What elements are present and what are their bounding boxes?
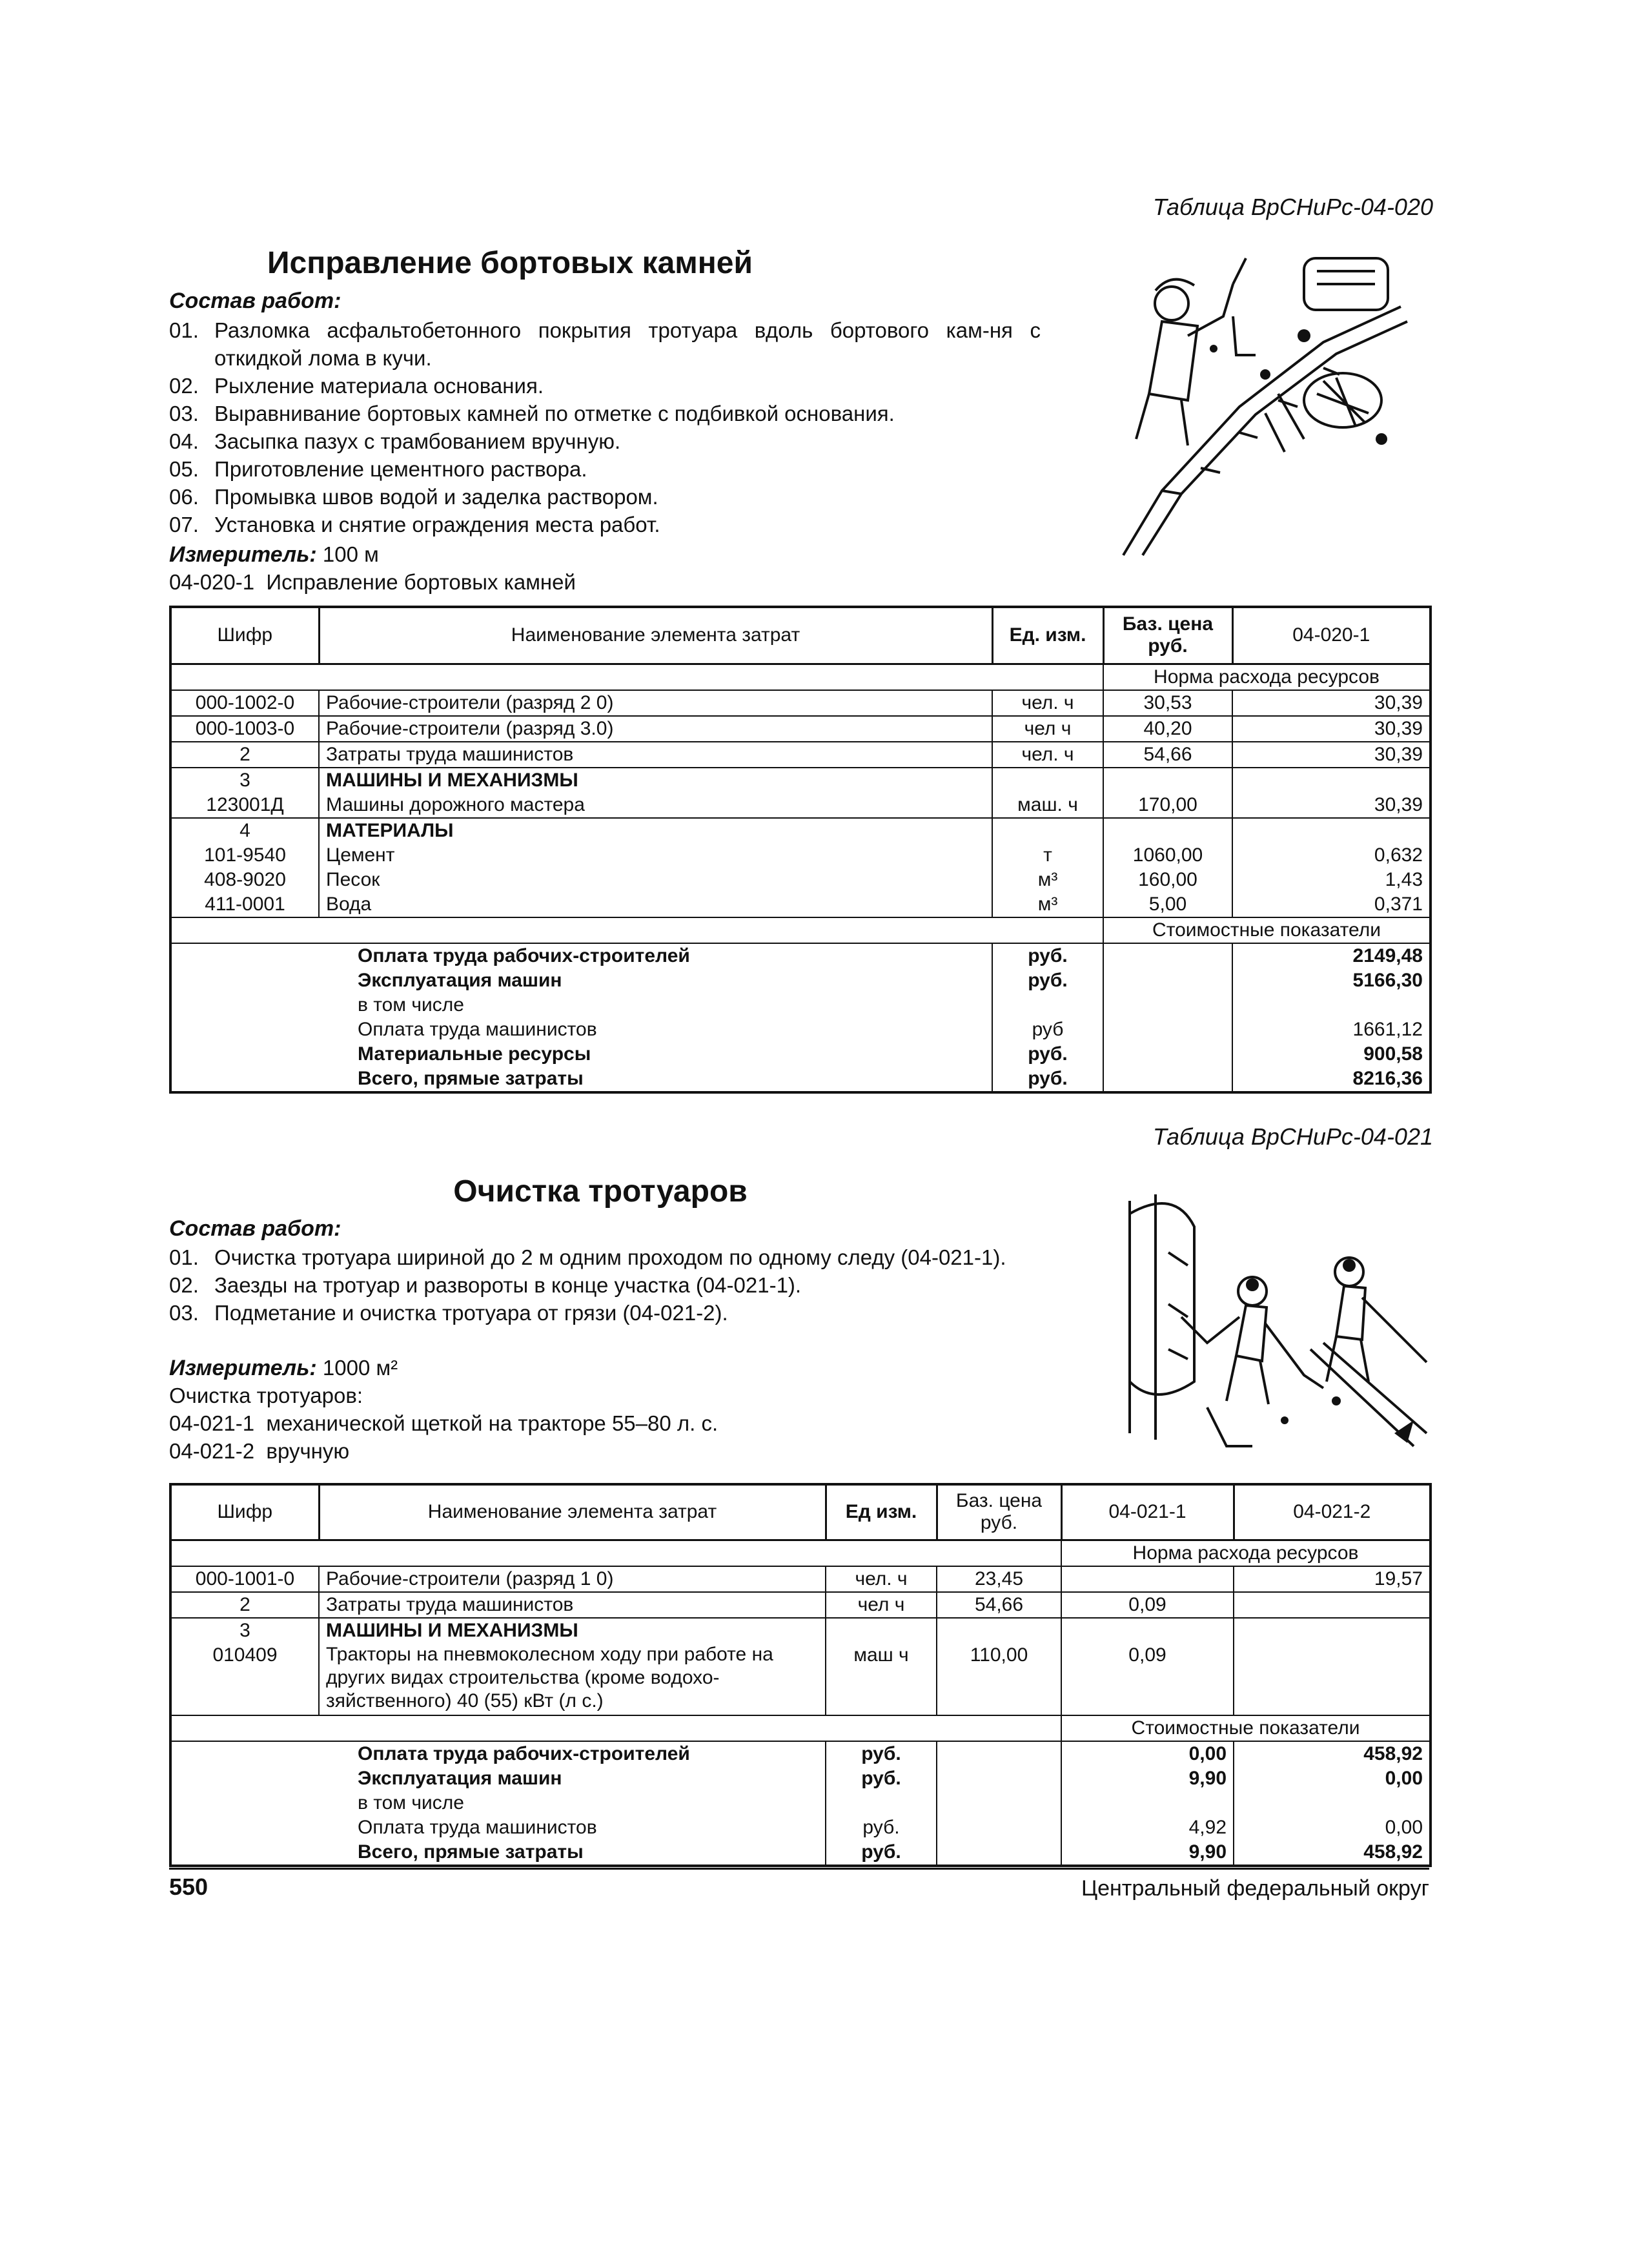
table-row-2 — [170, 1592, 1431, 1618]
cost-row-2 — [170, 1741, 1431, 1766]
cost-spacer — [170, 1017, 319, 1042]
cost-spacer — [170, 943, 319, 968]
meter-line-2 — [169, 1354, 398, 1382]
cost-row-2 — [170, 1815, 1431, 1840]
cell-name-2: МАШИНЫ И МЕХАНИЗМЫ — [319, 1618, 826, 1643]
cost-unit-2: руб. — [826, 1741, 937, 1766]
footer-rule — [169, 1868, 1429, 1870]
norm-band-2-spacer — [170, 1540, 1061, 1566]
cell-unit: чел. ч — [992, 690, 1103, 716]
cost-row — [170, 1042, 1431, 1067]
operation-text: Установка и снятие ограждения места работ. — [214, 513, 660, 536]
cost-unit — [992, 993, 1103, 1017]
operation-text: Засыпка пазух с трамбованием вручную. — [214, 429, 621, 453]
cell-value: 30,39 — [1232, 793, 1431, 818]
cell-name: МАШИНЫ И МЕХАНИЗМЫ — [319, 768, 992, 793]
cost-unit: руб. — [992, 1042, 1103, 1067]
section-title-curb-stones: Исправление бортовых камней — [267, 246, 753, 280]
cell-price: 170,00 — [1103, 793, 1232, 818]
cell-unit — [992, 768, 1103, 793]
operation-item — [169, 483, 1041, 511]
operation-text: Очистка тротуара шириной до 2 м одним проходом по одному следу (04-021-1). — [214, 1245, 1006, 1269]
footer-region: Центральный федеральный округ — [1081, 1876, 1429, 1901]
cost-price-empty-2 — [937, 1815, 1061, 1840]
cell-value: 1,43 — [1232, 868, 1431, 892]
resource-table-04-021 — [169, 1483, 1432, 1867]
cell-name: Песок — [319, 868, 992, 892]
operation-item — [169, 1243, 1028, 1271]
cell-name: Рабочие-строители (разряд 3.0) — [319, 716, 992, 742]
cost-band-2-row — [170, 1715, 1431, 1741]
operation-item — [169, 427, 1041, 455]
curb-repair-illustration — [1110, 245, 1414, 562]
cost-price-empty — [1103, 1067, 1232, 1092]
page-number: 550 — [169, 1874, 209, 1900]
operation-item — [169, 511, 1041, 538]
cost-unit: руб. — [992, 968, 1103, 993]
cell-unit: м³ — [992, 892, 1103, 917]
norm-band-2: Норма расхода ресурсов — [1061, 1540, 1431, 1566]
cost-value-2: 458,92 — [1234, 1741, 1431, 1766]
cell-code-2: 000-1001-0 — [170, 1566, 319, 1592]
cost-value: 900,58 — [1232, 1042, 1431, 1067]
cost-price-empty-2 — [937, 1741, 1061, 1766]
cell-unit: т — [992, 843, 1103, 868]
operation-text: Заезды на тротуар и развороты в конце участка (04-021-1). — [214, 1273, 802, 1297]
cost-value-1: 9,90 — [1061, 1840, 1234, 1866]
header-col-04-020-1: 04-020-1 — [1232, 607, 1431, 664]
cost-name: в том числе — [319, 993, 992, 1017]
cost-unit: руб — [992, 1017, 1103, 1042]
cost-row — [170, 968, 1431, 993]
cost-spacer — [170, 968, 319, 993]
sidewalk-cleaning-illustration — [1091, 1188, 1433, 1472]
table-caption-04-021: Таблица ВрСНиРс-04-021 — [1152, 1123, 1433, 1150]
cell-price-2: 110,00 — [937, 1643, 1061, 1715]
cell-value: 30,39 — [1232, 716, 1431, 742]
cell-name: Затраты труда машинистов — [319, 742, 992, 768]
cell-value — [1232, 818, 1431, 843]
cell-code-2: 010409 — [170, 1643, 319, 1715]
cell-price-2: 54,66 — [937, 1592, 1061, 1618]
cell-code: 101-9540 — [170, 843, 319, 868]
operation-item — [169, 372, 1041, 400]
operation-text: Рыхление материала основания. — [214, 374, 544, 398]
table-row — [170, 793, 1431, 818]
cost-band-spacer — [170, 917, 1103, 943]
operation-item — [169, 1271, 1028, 1299]
meter-value: 100 м — [322, 542, 379, 566]
cell-name-2: Тракторы на пневмоколесном ходу при работе на других видах строительства (кроме водохо-зяйственного) 40 (55) кВт (л с.) — [319, 1643, 826, 1715]
composition-label-2: Состав работ: — [169, 1216, 341, 1241]
cell-price: 54,66 — [1103, 742, 1232, 768]
header-unit: Ед. изм. — [992, 607, 1103, 664]
cost-price-empty — [1103, 993, 1232, 1017]
norm-band: Норма расхода ресурсов — [1103, 664, 1431, 690]
header-name: Наименование элемента затрат — [319, 607, 992, 664]
header-price: Баз. цена руб. — [1103, 607, 1232, 664]
cell-code: 408-9020 — [170, 868, 319, 892]
cost-value-1: 9,90 — [1061, 1766, 1234, 1791]
cell-unit: чел ч — [992, 716, 1103, 742]
cell-unit-2 — [826, 1618, 937, 1643]
norm-band-2-row — [170, 1540, 1431, 1566]
operation-item — [169, 400, 1041, 427]
cost-price-empty-2 — [937, 1766, 1061, 1791]
table-row — [170, 690, 1431, 716]
code-line-2: 04-021-2 вручную — [169, 1439, 350, 1463]
cell-price-2 — [937, 1618, 1061, 1643]
cost-price-empty-2 — [937, 1791, 1061, 1815]
table-row — [170, 716, 1431, 742]
cell-price: 5,00 — [1103, 892, 1232, 917]
cost-row-2 — [170, 1840, 1431, 1866]
cell-unit: м³ — [992, 868, 1103, 892]
table-row-2 — [170, 1618, 1431, 1643]
cost-price-empty — [1103, 1017, 1232, 1042]
cost-name: Всего, прямые затраты — [319, 1067, 992, 1092]
cost-value-2: 0,00 — [1234, 1815, 1431, 1840]
cell-name: МАТЕРИАЛЫ — [319, 818, 992, 843]
resource-table-04-020 — [169, 606, 1432, 1094]
cell-price: 1060,00 — [1103, 843, 1232, 868]
operation-number: 06. — [169, 485, 199, 509]
header-code-2: Шифр — [170, 1484, 319, 1540]
cell-unit-2: чел. ч — [826, 1566, 937, 1592]
cost-value-1 — [1061, 1791, 1234, 1815]
cost-name: Оплата труда рабочих-строителей — [319, 943, 992, 968]
operation-text: Промывка швов водой и заделка раствором. — [214, 485, 658, 509]
cost-value-2 — [1234, 1791, 1431, 1815]
operation-text: Подметание и очистка тротуара от грязи (04-021-2). — [214, 1301, 728, 1325]
cost-value: 1661,12 — [1232, 1017, 1431, 1042]
cost-name-2: Оплата труда машинистов — [319, 1815, 826, 1840]
operation-number: 02. — [169, 374, 199, 398]
cost-spacer-2 — [170, 1840, 319, 1866]
cell-value-1 — [1061, 1566, 1234, 1592]
operations-list-2 — [169, 1243, 1028, 1327]
cell-unit: чел. ч — [992, 742, 1103, 768]
cell-code: 123001Д — [170, 793, 319, 818]
table-code-line: 04-020-1 Исправление бортовых камней — [169, 570, 576, 594]
header-unit-2: Ед изм. — [826, 1484, 937, 1540]
norm-band-row — [170, 664, 1431, 690]
cost-value-1: 4,92 — [1061, 1815, 1234, 1840]
cell-unit-2: маш ч — [826, 1643, 937, 1715]
table-row — [170, 868, 1431, 892]
header-code: Шифр — [170, 607, 319, 664]
cell-value — [1232, 768, 1431, 793]
cost-name: Материальные ресурсы — [319, 1042, 992, 1067]
operation-item — [169, 455, 1041, 483]
cell-name: Машины дорожного мастера — [319, 793, 992, 818]
norm-band-spacer — [170, 664, 1103, 690]
cell-name: Вода — [319, 892, 992, 917]
cost-unit: руб. — [992, 1067, 1103, 1092]
cost-name: Эксплуатация машин — [319, 968, 992, 993]
table-row — [170, 843, 1431, 868]
cell-price: 160,00 — [1103, 868, 1232, 892]
cost-value-2: 0,00 — [1234, 1766, 1431, 1791]
cost-row-2 — [170, 1791, 1431, 1815]
cost-unit-2 — [826, 1791, 937, 1815]
header-price-2: Баз. цена руб. — [937, 1484, 1061, 1540]
header-name-2: Наименование элемента затрат — [319, 1484, 826, 1540]
cell-name-2: Затраты труда машинистов — [319, 1592, 826, 1618]
cost-row — [170, 943, 1431, 968]
table-row — [170, 892, 1431, 917]
cost-name-2: в том числе — [319, 1791, 826, 1815]
operation-number: 05. — [169, 457, 199, 481]
cost-spacer — [170, 1042, 319, 1067]
cost-value-1: 0,00 — [1061, 1741, 1234, 1766]
table-row — [170, 768, 1431, 793]
cell-price — [1103, 818, 1232, 843]
meter-label: Измеритель: — [169, 542, 317, 567]
table-caption-04-020: Таблица ВрСНиРс-04-020 — [1152, 194, 1433, 220]
cost-value: 8216,36 — [1232, 1067, 1431, 1092]
cell-code: 411-0001 — [170, 892, 319, 917]
cell-value-2: 19,57 — [1234, 1566, 1431, 1592]
operation-number: 03. — [169, 402, 199, 425]
meter-line — [169, 540, 379, 569]
cost-spacer-2 — [170, 1815, 319, 1840]
cell-name: Рабочие-строители (разряд 2 0) — [319, 690, 992, 716]
composition-label: Состав работ: — [169, 289, 341, 313]
operation-text: Разломка асфальтобетонного покрытия тротуара вдоль бортового кам-ня с откидкой лома в кучи. — [214, 318, 1041, 370]
cost-band-2: Стоимостные показатели — [1061, 1715, 1431, 1741]
cell-code: 2 — [170, 742, 319, 768]
meter-label-2: Измеритель: — [169, 1356, 317, 1380]
section-title-sidewalk-cleaning: Очистка тротуаров — [453, 1174, 748, 1209]
cost-unit-2: руб. — [826, 1840, 937, 1866]
operation-number: 07. — [169, 513, 199, 536]
cell-value-2 — [1234, 1643, 1431, 1715]
cost-spacer — [170, 993, 319, 1017]
cost-value: 5166,30 — [1232, 968, 1431, 993]
operation-number: 02. — [169, 1273, 199, 1297]
table-row-2 — [170, 1643, 1431, 1715]
cell-unit — [992, 818, 1103, 843]
cost-price-empty — [1103, 968, 1232, 993]
cell-value: 0,632 — [1232, 843, 1431, 868]
cell-value-1: 0,09 — [1061, 1643, 1234, 1715]
cell-price-2: 23,45 — [937, 1566, 1061, 1592]
cell-code: 000-1002-0 — [170, 690, 319, 716]
cell-value-1 — [1061, 1618, 1234, 1643]
cost-spacer-2 — [170, 1791, 319, 1815]
header-col-04-021-2: 04-021-2 — [1234, 1484, 1431, 1540]
cell-value-2 — [1234, 1592, 1431, 1618]
operations-list — [169, 316, 1041, 538]
code-line-1: 04-021-1 механической щеткой на тракторе 55–80 л. с. — [169, 1411, 718, 1435]
cost-name-2: Эксплуатация машин — [319, 1766, 826, 1791]
operation-text: Выравнивание бортовых камней по отметке с подбивкой основания. — [214, 402, 895, 425]
cost-unit: руб. — [992, 943, 1103, 968]
cost-price-empty — [1103, 943, 1232, 968]
header-col-04-021-1: 04-021-1 — [1061, 1484, 1234, 1540]
cell-name-2: Рабочие-строители (разряд 1 0) — [319, 1566, 826, 1592]
cost-row — [170, 993, 1431, 1017]
cell-name: Цемент — [319, 843, 992, 868]
cost-spacer-2 — [170, 1741, 319, 1766]
cost-band-row — [170, 917, 1431, 943]
operation-number: 01. — [169, 1245, 199, 1269]
cost-spacer-2 — [170, 1766, 319, 1791]
cell-value-1: 0,09 — [1061, 1592, 1234, 1618]
cost-spacer — [170, 1067, 319, 1092]
cell-price: 30,53 — [1103, 690, 1232, 716]
cost-row — [170, 1067, 1431, 1092]
operation-item — [169, 316, 1041, 372]
cost-name: Оплата труда машинистов — [319, 1017, 992, 1042]
cost-name-2: Оплата труда рабочих-строителей — [319, 1741, 826, 1766]
table-row-2 — [170, 1566, 1431, 1592]
operation-text: Приготовление цементного раствора. — [214, 457, 587, 481]
table-row — [170, 742, 1431, 768]
cell-unit-2: чел ч — [826, 1592, 937, 1618]
cell-unit: маш. ч — [992, 793, 1103, 818]
cell-value-2 — [1234, 1618, 1431, 1643]
cell-price: 40,20 — [1103, 716, 1232, 742]
cell-value: 0,371 — [1232, 892, 1431, 917]
cell-price — [1103, 768, 1232, 793]
cost-unit-2: руб. — [826, 1766, 937, 1791]
cost-band-2-spacer — [170, 1715, 1061, 1741]
table-row — [170, 818, 1431, 843]
cost-value — [1232, 993, 1431, 1017]
cost-value: 2149,48 — [1232, 943, 1431, 968]
cost-value-2: 458,92 — [1234, 1840, 1431, 1866]
cost-row-2 — [170, 1766, 1431, 1791]
operation-item — [169, 1299, 1028, 1327]
operation-number: 03. — [169, 1301, 199, 1325]
meter-value-2: 1000 м² — [322, 1356, 398, 1380]
cell-code-2: 2 — [170, 1592, 319, 1618]
cell-code: 000-1003-0 — [170, 716, 319, 742]
cost-row — [170, 1017, 1431, 1042]
cost-unit-2: руб. — [826, 1815, 937, 1840]
intro-line: Очистка тротуаров: — [169, 1384, 363, 1407]
cost-band: Стоимостные показатели — [1103, 917, 1431, 943]
cost-name-2: Всего, прямые затраты — [319, 1840, 826, 1866]
cell-value: 30,39 — [1232, 690, 1431, 716]
cell-code: 4 — [170, 818, 319, 843]
operation-number: 04. — [169, 429, 199, 453]
cost-price-empty-2 — [937, 1840, 1061, 1866]
cell-value: 30,39 — [1232, 742, 1431, 768]
cell-code-2: 3 — [170, 1618, 319, 1643]
cost-price-empty — [1103, 1042, 1232, 1067]
operation-number: 01. — [169, 318, 199, 342]
cell-code: 3 — [170, 768, 319, 793]
